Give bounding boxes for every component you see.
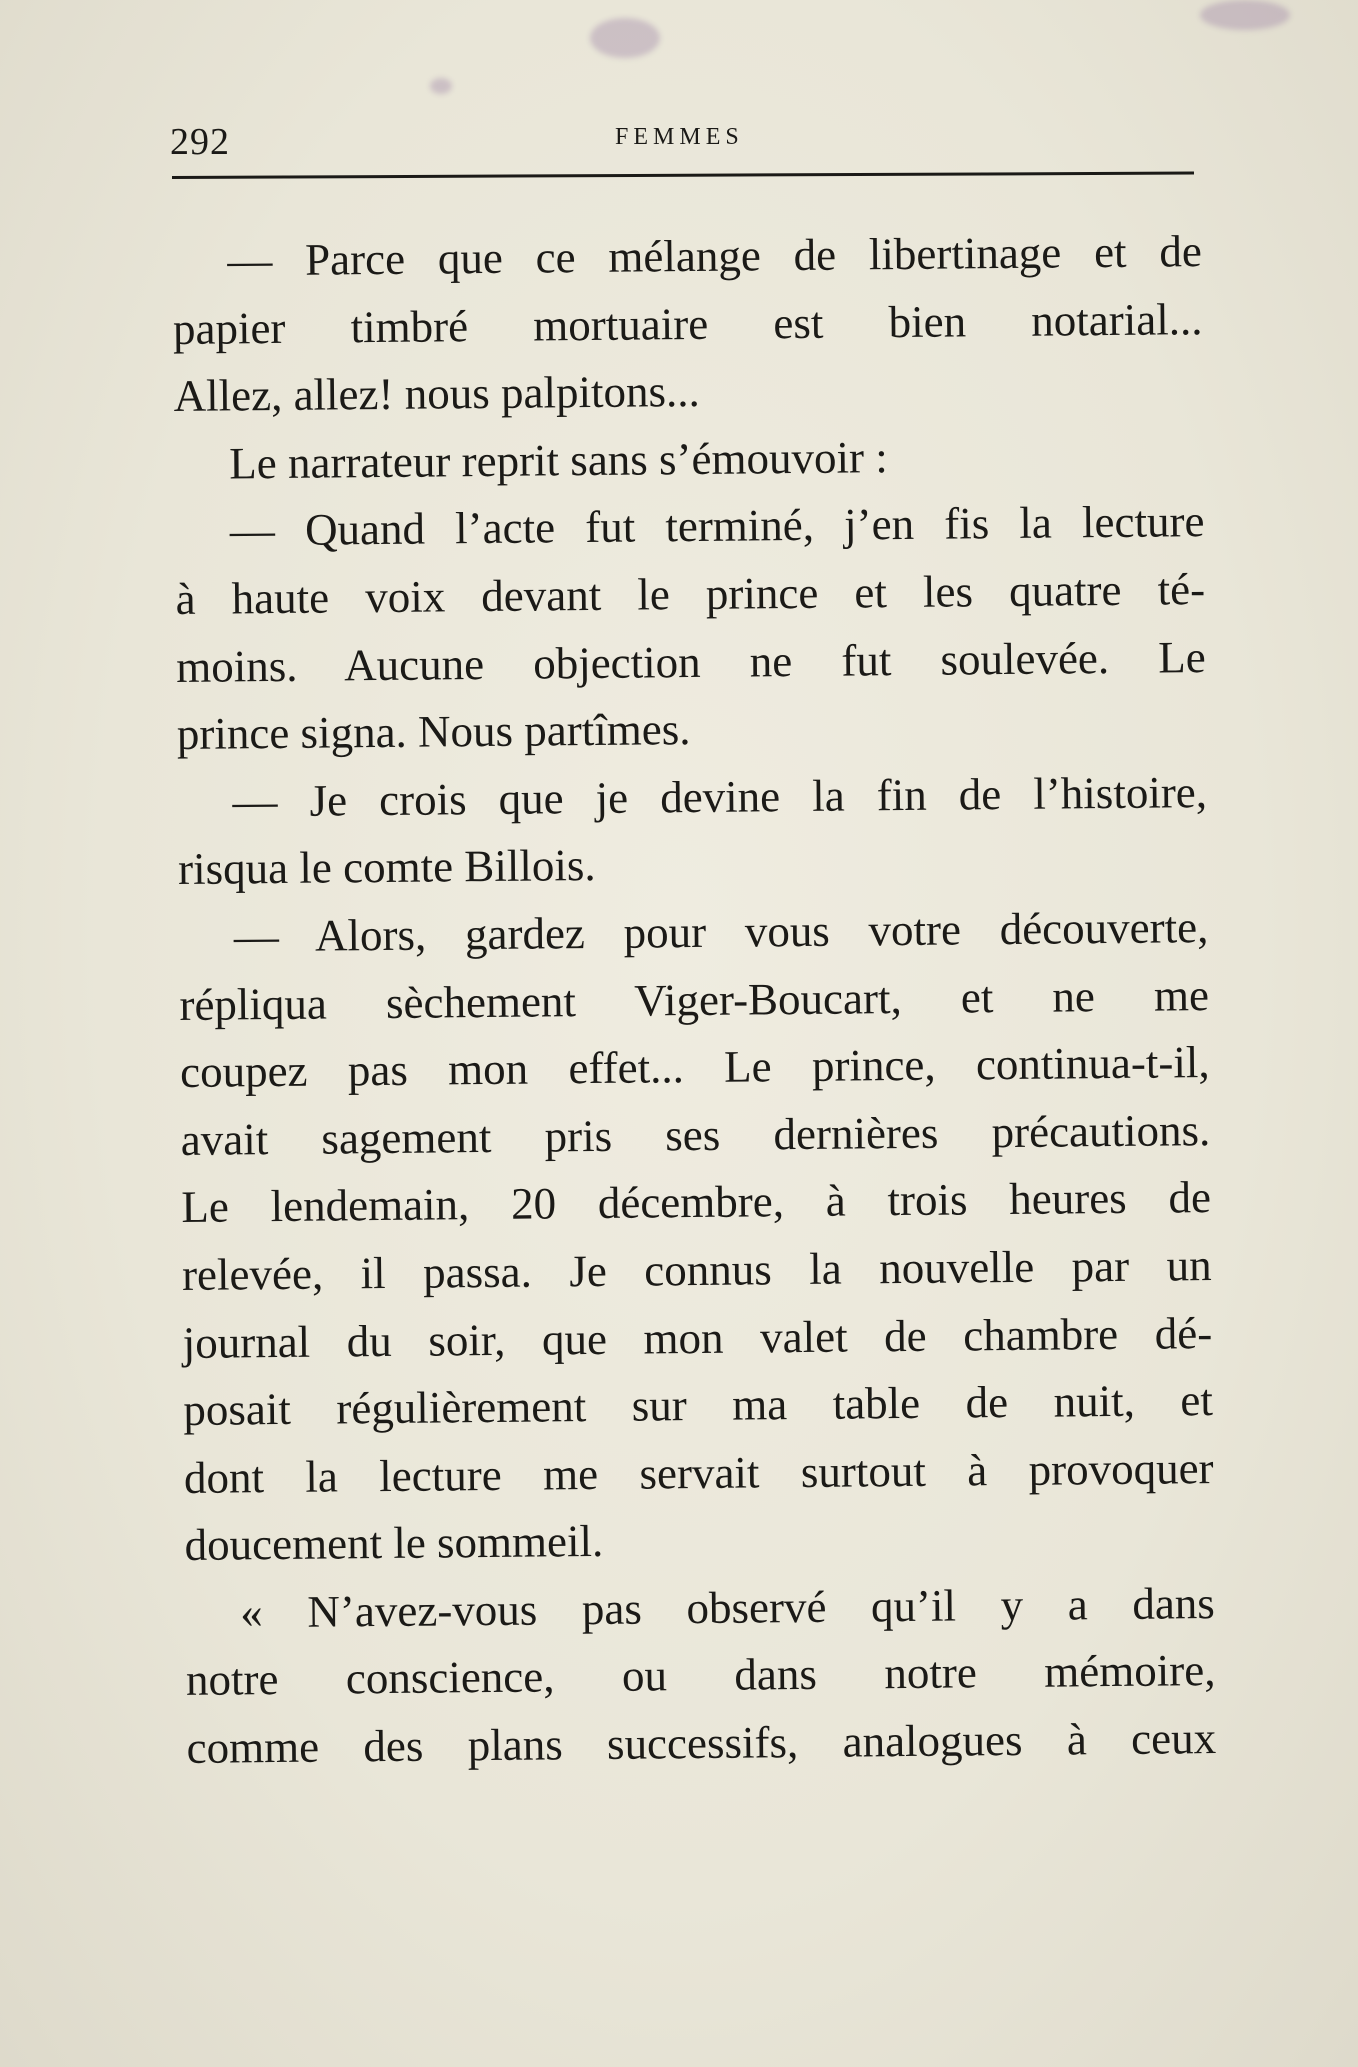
- text-line: doucement le sommeil.: [184, 1516, 604, 1571]
- text-line: — Je crois que je devine la fin de l’histoire,: [232, 766, 1208, 827]
- text-line: posait régulièrement sur ma table de nuit, et: [183, 1375, 1214, 1436]
- text-line: coupez pas mon effet... Le prince, continua-t-il,: [179, 1037, 1210, 1098]
- text-line: — Quand l’acte fut terminé, j’en fis la lecture: [229, 496, 1205, 556]
- running-title: FEMMES: [615, 124, 744, 150]
- ink-stain: [1200, 0, 1290, 30]
- text-line: relevée, il passa. Je connus la nouvelle par un: [181, 1239, 1212, 1300]
- body-text: [172, 218, 1247, 1783]
- text-line: Allez, allez! nous palpitons...: [173, 366, 700, 422]
- text-line: papier timbré mortuaire est bien notarial...: [172, 293, 1203, 354]
- text-line: notre conscience, ou dans notre mémoire,: [185, 1645, 1216, 1706]
- text-line: dont la lecture me servait surtout à provoquer: [183, 1442, 1214, 1503]
- text-line: répliqua sèchement Viger-Boucart, et ne me: [179, 969, 1210, 1030]
- text-line: à haute voix devant le prince et les quatre té-: [175, 564, 1206, 624]
- running-head: [170, 120, 1198, 170]
- text-line: — Parce que ce mélange de libertinage et de: [227, 226, 1203, 286]
- text-line: Le lendemain, 20 décembre, à trois heures de: [181, 1172, 1212, 1233]
- text-line: — Alors, gardez pour vous votre découverte,: [233, 902, 1209, 962]
- ink-stain: [430, 78, 452, 94]
- text-line: avait sagement pris ses dernières précautions.: [180, 1104, 1211, 1165]
- text-line: prince signa. Nous partîmes.: [176, 704, 691, 760]
- text-line: « N’avez-vous pas observé qu’il y a dans: [240, 1577, 1216, 1638]
- header-rule: [172, 172, 1194, 179]
- text-line: risqua le comte Billois.: [177, 840, 596, 895]
- ink-stain: [590, 18, 660, 58]
- text-line: comme des plans successifs, analogues à ceux: [186, 1713, 1217, 1773]
- page-number: 292: [170, 121, 230, 163]
- text-line: journal du soir, que mon valet de chambre dé-: [182, 1307, 1213, 1368]
- text-line: Le narrateur reprit sans s’émouvoir :: [229, 431, 888, 489]
- text-line: moins. Aucune objection ne fut soulevée. Le: [175, 631, 1206, 692]
